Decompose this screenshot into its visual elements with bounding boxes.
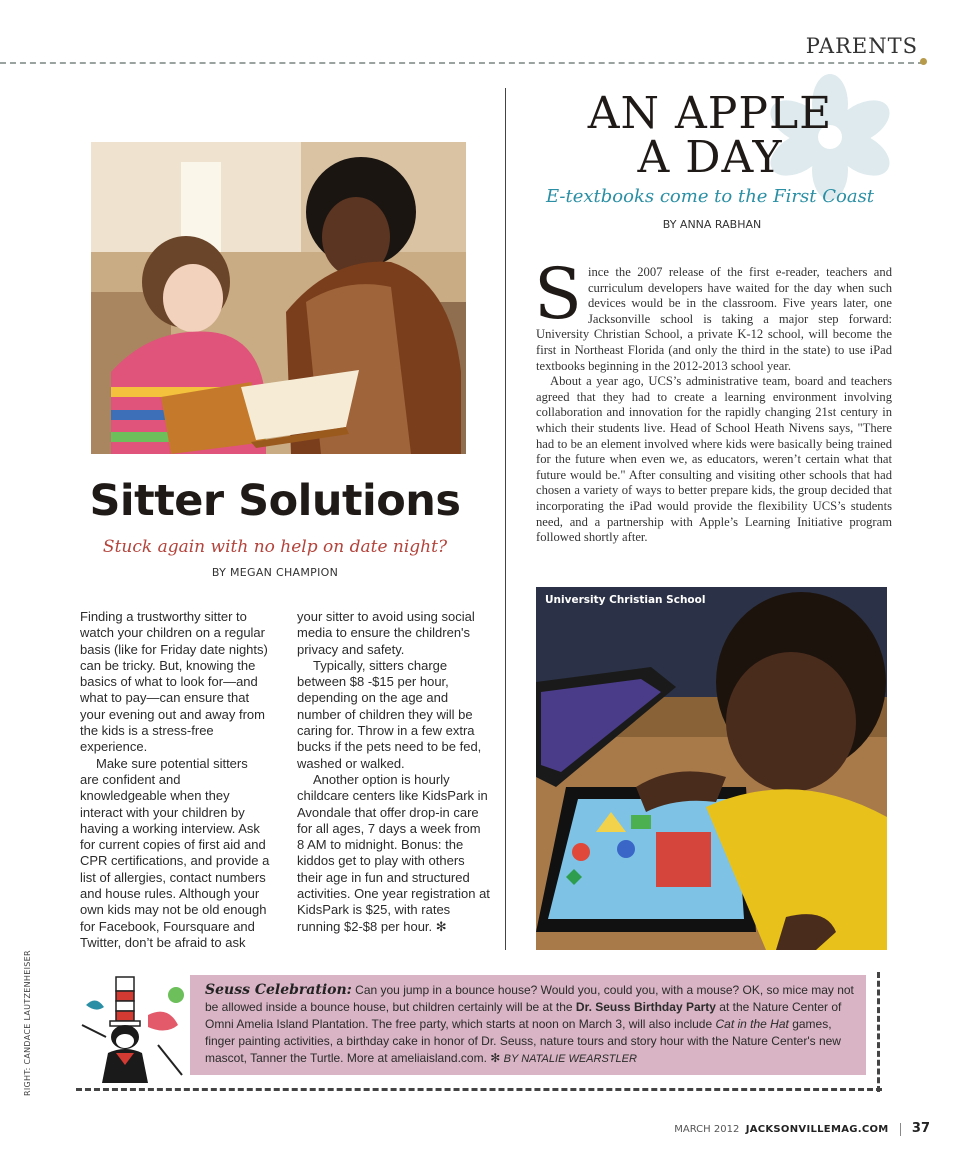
cat-in-the-hat-illustration [78,975,190,1089]
sitter-reading-photo [91,142,466,454]
sidebar-byline: BY NATALIE WEARSTLER [503,1053,637,1065]
photo-caption: University Christian School [545,594,706,606]
article-body [534,253,892,546]
paragraph: Make sure potential sitters are confident and knowledgeable when they interact with your children by having a working interview. Ask for current copies of first aid and CPR certifications, and provide a list of allergies, contact numbers and house rules. Although your own kids may not be old enough for Facebook, Foursquare and Twitter, don’t be afraid to ask [80,755,270,950]
sidebar-text-part: at the Nature Center of Omni Amelia Island Plantation. The free party, which starts at noon on March 3, will also include [205,1000,842,1031]
paragraph: Typically, sitters charge between $8 -$15 per hour, depending on the age and number of children they will be caring for. Throw in a few extra bucks if the pets need to be fed, washed or walked. [297,657,482,771]
header-divider [0,62,924,64]
ipad-classroom-photo [536,587,887,950]
title-line: AN APPLE [587,88,833,139]
article-byline: BY MEGAN CHAMPION [211,566,339,579]
page-footer [674,1121,930,1136]
sidebar-border-bottom [76,1088,882,1091]
sidebar-text-part: games, finger painting activities, a birthday cake in honor of Dr. Seuss, nature tours and story hour with the Nature Center's new mascot, Tanner the Turtle. More at ameliaisland.com. [205,1017,841,1065]
photo-credit-text: RIGHT: CANDACE LAUTZENHEISER [23,950,32,1096]
article-title [540,88,880,183]
article-subtitle: E-textbooks come to the First Coast [545,186,875,207]
page-number: 37 [911,1121,930,1136]
paragraph: About a year ago, UCS’s administrative team, board and teachers agreed that they had to create a learning environment involving collaboration and innovation for the rapidly changing 21st century in which their students live. Head of School Heath Nivens says, "There had to be an element involved where kids were basically being trained for the future when even we, as educators, weren’t certain what that future would be." After consulting and visiting other schools that had chosen a variety of ways to better prepare kids, the group decided that incorporating the iPad would provide the flexibility UCS’s students need, and a partnership with Apple’s Learning Initiative program followed shortly after. [536,374,892,545]
paragraph: Finding a trustworthy sitter to watch your children on a regular basis (like for Friday date nights) can be tricky. But, knowing the basics of what to look for—and what to pay—can ensure that your evening out and away from the kids is a stress-free experience. [80,609,268,755]
article-byline: BY ANNA RABHAN [662,218,762,231]
sidebar-border-right [877,972,880,1092]
article-column-2 [297,609,491,935]
title-line: A DAY [637,132,783,183]
sidebar-heading: Seuss Celebration: [205,982,352,998]
article-column-1 [80,609,270,951]
event-name: Dr. Seuss Birthday Party [575,1000,716,1014]
column-divider [505,88,506,950]
article-subtitle: Stuck again with no help on date night? [102,537,448,557]
paragraph: your sitter to avoid using social media to ensure the children's privacy and safety. [297,609,475,657]
issue-date: MARCH 2012 [674,1124,740,1135]
paragraph: Another option is hourly childcare centers like KidsPark in Avondale that offer drop-in care for all ages, 7 days a week from 8 AM to midnight. Bonus: the kiddos get to play with others their age in fun and structured activities. One year registration at KidsPark is $25, with rates running $2-$8 per hour. ✻ [297,771,490,934]
sidebar-text-part: Can you jump in a bounce house? Would you, could you, with a mouse? OK, so mice may not be allowed inside a bounce house, but children certainly will be at the [205,983,854,1014]
photo-credit [20,950,34,1096]
article-title: Sitter Solutions [89,476,461,526]
sidebar-text [205,982,860,1068]
drop-cap: S [534,253,582,335]
end-mark-icon: ✻ [490,1051,501,1065]
footer-divider [900,1123,901,1136]
paragraph: ince the 2007 release of the first e-reader, teachers and curriculum developers have waited for the day when such devices would be in the classroom. Five years later, one Jacksonville school is taking a major step forward: University Christian School, a private K-12 school, will become the first in Northeast Florida (and only the third in the state) to use iPad textbooks beginning in the 2012-2013 school year. [536,265,892,373]
site-name: JACKSONVILLEMAG.COM [745,1124,889,1135]
book-title: Cat in the Hat [715,1017,789,1031]
section-label: PARENTS [805,34,918,58]
header-divider-dot [920,58,927,65]
